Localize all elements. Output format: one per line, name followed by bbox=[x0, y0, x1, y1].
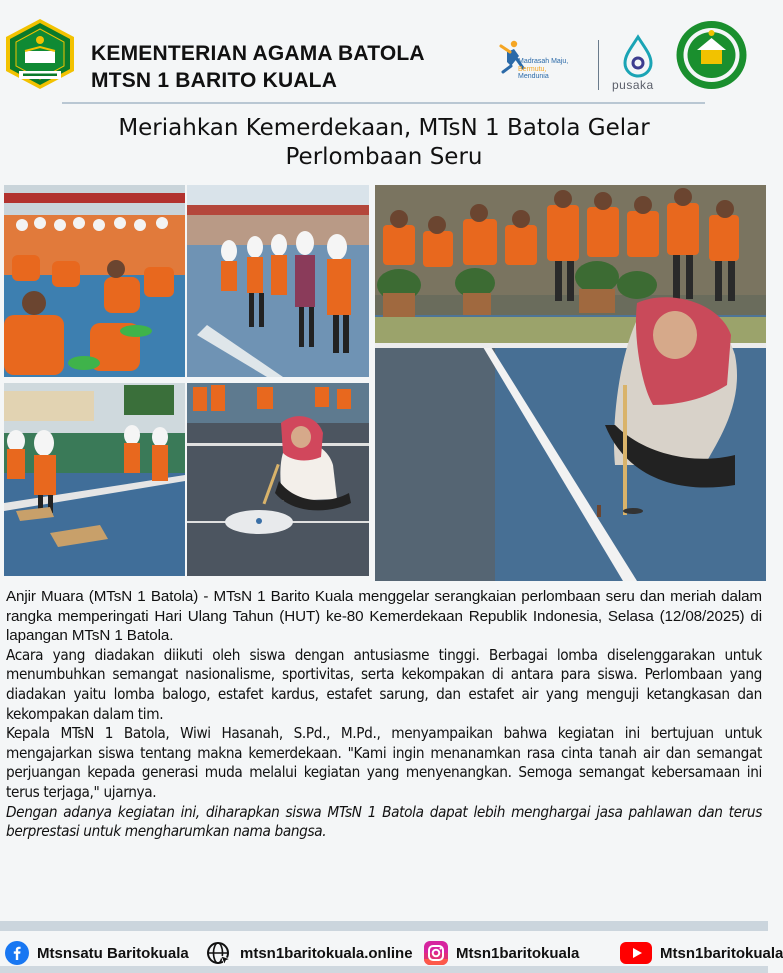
photo-sarung-relay bbox=[187, 185, 369, 377]
org-line-2: MTSN 1 BARITO KUALA bbox=[91, 69, 338, 92]
instagram-icon bbox=[424, 941, 448, 965]
website-url: mtsn1baritokuala.online bbox=[240, 944, 413, 962]
paragraph-4: Dengan adanya kegiatan ini, diharapkan siswa MTsN 1 Batola dapat lebih menghargai jasa pahlawan dan terus berprestasi untuk mengharumkan nama bangsa. bbox=[6, 802, 762, 841]
photo-students-seated bbox=[4, 185, 185, 377]
photo-balogo-target bbox=[187, 383, 369, 576]
photo-teacher-balogo bbox=[375, 185, 766, 581]
facebook-link[interactable] bbox=[5, 940, 189, 966]
website-link[interactable] bbox=[206, 940, 413, 966]
pusaka-drop-icon bbox=[618, 35, 658, 77]
madrasah-tagline: Madrasah Maju, Bermutu, Mendunia bbox=[518, 58, 569, 80]
header bbox=[0, 0, 768, 110]
article-title: Meriahkan Kemerdekaan, MTsN 1 Batola Gelar Perlombaan Seru bbox=[118, 115, 650, 170]
footer-band bbox=[0, 921, 768, 931]
article-body bbox=[6, 587, 762, 842]
header-rule bbox=[62, 102, 705, 104]
facebook-handle: Mtsnsatu Baritokuala bbox=[37, 944, 189, 962]
youtube-handle: Mtsn1baritokuala bbox=[660, 944, 783, 962]
org-line-1: KEMENTERIAN AGAMA BATOLA bbox=[91, 42, 425, 65]
paragraph-1: Anjir Muara (MTsN 1 Batola) - MTsN 1 Barito Kuala menggelar serangkaian perlombaan seru dan meriah dalam rangka memperingati Hari Ulang Tahun (HUT) ke-80 Kemerdekaan Republik Indonesia, Selasa (12/08/2025) di lapangan MTsN 1 Batola. bbox=[6, 588, 762, 645]
paragraph-2: Acara yang diadakan diikuti oleh siswa dengan antusiasme tinggi. Berbagai lomba diselenggarakan untuk menumbuhkan semangat nasionalisme, sportivitas, serta kekompakan di antara para siswa. Perlombaan yang diadakan yaitu lomba balogo, estafet kardus, estafet sarung, dan estafet air yang menguji ketangkasan dan kekompakan dalam tim. bbox=[6, 645, 762, 723]
photo-relay-court bbox=[4, 383, 185, 576]
paragraph-3: Kepala MTsN 1 Batola, Wiwi Hasanah, S.Pd., M.Pd., menyampaikan bahwa kegiatan ini bertujuan untuk mengajarkan siswa tentang makna kemerdekaan. "Kami ingin menanamkan rasa cinta tanah air dan semangat perjuangan kepada generasi muda melalui kegiatan yang menyenangkan. Semoga semangat kebersamaan ini terus terjaga," ujarnya. bbox=[6, 724, 762, 801]
instagram-handle: Mtsn1baritokuala bbox=[456, 944, 580, 962]
header-divider bbox=[598, 40, 599, 90]
youtube-link[interactable] bbox=[620, 940, 783, 966]
facebook-icon bbox=[5, 941, 29, 965]
footer-bottom-band bbox=[0, 966, 768, 973]
pusaka-label: pusaka bbox=[612, 78, 654, 92]
globe-icon bbox=[206, 940, 232, 966]
organization-name bbox=[91, 40, 425, 94]
youtube-icon bbox=[620, 942, 652, 964]
kemenag-logo bbox=[3, 17, 77, 91]
instagram-link[interactable] bbox=[424, 940, 579, 966]
school-logo bbox=[675, 20, 748, 90]
